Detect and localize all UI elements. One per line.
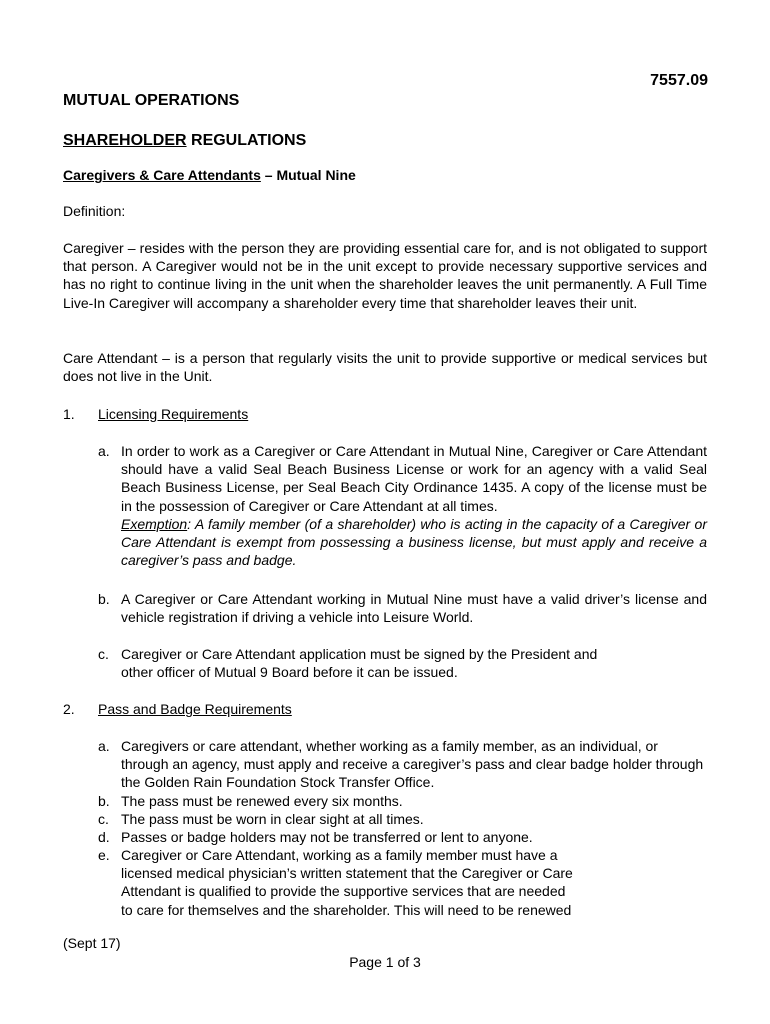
list-item-text: The pass must be worn in clear sight at all times. bbox=[121, 811, 424, 827]
section-heading-underlined: Caregivers & Care Attendants bbox=[63, 167, 261, 183]
list-item-label: d. bbox=[98, 829, 110, 845]
list-item-text: The pass must be renewed every six months. bbox=[121, 793, 403, 809]
list-item bbox=[98, 737, 707, 792]
list-item-label: b. bbox=[98, 591, 110, 607]
list-item-label: a. bbox=[98, 738, 110, 754]
list-item bbox=[98, 792, 707, 810]
section-number: 1. bbox=[63, 406, 75, 422]
document-number: 7557.09 bbox=[650, 72, 708, 89]
list-item-line: Caregiver or Care Attendant, working as a family member must have a bbox=[121, 847, 558, 863]
section-heading bbox=[63, 166, 356, 184]
list-item-text: A Caregiver or Care Attendant working in Mutual Nine must have a valid driver’s license and vehicle registration if driving a vehicle into Leisure World. bbox=[121, 591, 707, 626]
list-item-line: other officer of Mutual 9 Board before it can be issued. bbox=[121, 664, 458, 681]
list-item bbox=[98, 810, 707, 828]
subtitle-underlined: SHAREHOLDER bbox=[63, 132, 187, 149]
list-item-label: c. bbox=[98, 811, 109, 827]
section-heading-rest: – Mutual Nine bbox=[260, 167, 356, 183]
list-item-line: to care for themselves and the shareholder. This will need to be renewed bbox=[121, 901, 572, 918]
section-title: Licensing Requirements bbox=[98, 406, 249, 422]
document-title: MUTUAL OPERATIONS bbox=[63, 92, 240, 109]
list-item-label: e. bbox=[98, 847, 110, 863]
list-item bbox=[98, 846, 707, 919]
definition-label: Definition: bbox=[63, 203, 126, 219]
list-item bbox=[98, 645, 707, 681]
list-item-label: c. bbox=[98, 646, 109, 662]
list-item bbox=[98, 442, 707, 569]
section-number: 2. bbox=[63, 701, 75, 717]
list-item-text bbox=[121, 645, 707, 681]
exemption-text: : A family member (of a shareholder) who is acting in the capacity of a Caregiver or Care Attendant is exempt from possessing a business license, but must apply and receive a caregiver’s pass and badge. bbox=[121, 515, 707, 569]
list-item-line: Attendant is qualified to provide the supportive services that are needed bbox=[121, 883, 566, 900]
list-item-label: b. bbox=[98, 793, 110, 809]
list-item-main-text: In order to work as a Caregiver or Care Attendant in Mutual Nine, Caregiver or Care Attendant should have a valid Seal Beach Business License or work for an agency with a valid Seal Beach Business License, per Seal Beach City Ordinance 1435. A copy of the license must be in the possession of Caregiver or Care Attendant at all times. bbox=[121, 443, 707, 514]
list-item bbox=[98, 828, 707, 846]
list-item-text bbox=[121, 442, 707, 569]
subtitle-rest: REGULATIONS bbox=[186, 132, 307, 149]
list-item bbox=[98, 590, 707, 626]
care-attendant-definition: Care Attendant – is a person that regularly visits the unit to provide supportive or medical services but does not live in the Unit. bbox=[63, 350, 707, 385]
document-subtitle bbox=[63, 132, 306, 150]
list-item-text: Caregivers or care attendant, whether working as a family member, as an individual, or through an agency, must apply and receive a caregiver’s pass and clear badge holder through the Golden Rain Foundation Stock Transfer Office. bbox=[121, 738, 704, 791]
list-item-text bbox=[121, 846, 707, 919]
caregiver-definition: Caregiver – resides with the person they are providing essential care for, and is not obligated to support that person. A Caregiver would not be in the unit except to provide necessary supportive services and has no right to continue living in the unit when the shareholder leaves the unit permanently. A Full Time Live-In Caregiver will accompany a shareholder every time that shareholder leaves their unit. bbox=[63, 240, 707, 311]
revision-date: (Sept 17) bbox=[63, 935, 121, 951]
list-item-line: licensed medical physician’s written statement that the Caregiver or Care bbox=[121, 865, 573, 882]
exemption-label: Exemption bbox=[121, 515, 188, 532]
page-number: Page 1 of 3 bbox=[349, 954, 421, 970]
list-item-label: a. bbox=[98, 443, 110, 459]
section-title: Pass and Badge Requirements bbox=[98, 701, 292, 717]
list-item-text: Passes or badge holders may not be transferred or lent to anyone. bbox=[121, 829, 533, 845]
list-item-line: Caregiver or Care Attendant application must be signed by the President and bbox=[121, 646, 598, 662]
